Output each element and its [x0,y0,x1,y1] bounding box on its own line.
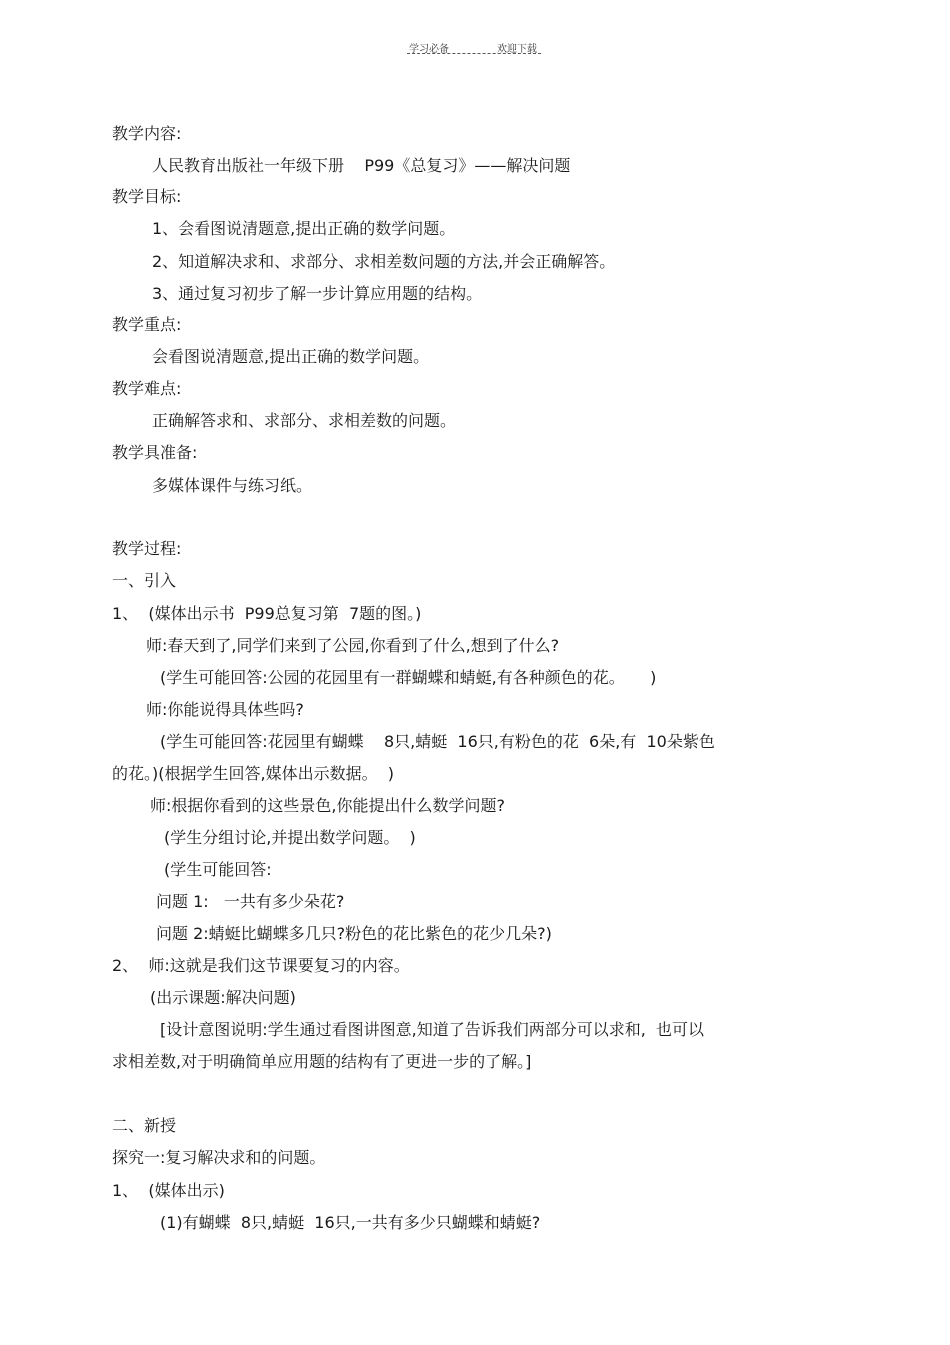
text-line: 师:你能说得具体些吗? [146,700,304,719]
text-line: (学生可能回答:花园里有蝴蝶 8只,蜻蜓 16只,有粉色的花 6朵,有 10朵紫色 [160,732,715,751]
heading-teaching-goals: 教学目标: [112,187,182,206]
text-line: 正确解答求和、求部分、求相差数的问题。 [152,411,457,430]
list-item: 1、会看图说清题意,提出正确的数学问题。 [152,219,456,238]
text-line: 1、 (媒体出示) [112,1181,225,1200]
text-line: 多媒体课件与练习纸。 [152,476,313,495]
text-line: 人民教育出版社一年级下册 P99《总复习》——解决问题 [152,156,571,175]
heading-difficulties: 教学难点: [112,379,182,398]
heading-teaching-content: 教学内容: [112,124,182,143]
text-line: (出示课题:解决问题) [150,988,296,1007]
header-right-text: 欢迎下载 [497,44,537,55]
design-note: 求相差数,对于明确简单应用题的结构有了更进一步的了解。] [112,1052,532,1071]
heading-process: 教学过程: [112,539,182,558]
text-line: (学生分组讨论,并提出数学问题。 ) [164,828,416,847]
header-left-text: 学习必备 [409,44,449,55]
section-heading: 一、引入 [112,571,177,590]
text-line: 师:根据你看到的这些景色,你能提出什么数学问题? [150,796,505,815]
text-line: 2、 师:这就是我们这节课要复习的内容。 [112,956,410,975]
list-item: 2、知道解决求和、求部分、求相差数问题的方法,并会正确解答。 [152,252,616,271]
text-line: 问题 1: 一共有多少朵花? [156,892,345,911]
text-line: (学生可能回答:公园的花园里有一群蝴蝶和蜻蜓,有各种颜色的花。 ) [160,668,657,687]
page-header [407,38,543,56]
text-line: 1、 (媒体出示书 P99总复习第 7题的图。) [112,604,422,623]
design-note: [设计意图说明:学生通过看图讲图意,知道了告诉我们两部分可以求和, 也可以 [160,1020,704,1039]
text-line: 探究一:复习解决求和的问题。 [112,1148,326,1167]
text-line: 会看图说清题意,提出正确的数学问题。 [152,347,430,366]
text-line: (1)有蝴蝶 8只,蜻蜓 16只,一共有多少只蝴蝶和蜻蜓? [160,1213,541,1232]
list-item: 3、通过复习初步了解一步计算应用题的结构。 [152,284,483,303]
text-line: 的花。)(根据学生回答,媒体出示数据。 ) [112,764,394,783]
section-heading: 二、新授 [112,1116,177,1135]
header-rule [407,53,541,54]
text-line: 师:春天到了,同学们来到了公园,你看到了什么,想到了什么? [146,636,560,655]
heading-materials: 教学具准备: [112,443,198,462]
heading-key-points: 教学重点: [112,315,182,334]
text-line: 问题 2:蜻蜓比蝴蝶多几只?粉色的花比紫色的花少几朵?) [156,924,552,943]
text-line: (学生可能回答: [164,860,272,879]
